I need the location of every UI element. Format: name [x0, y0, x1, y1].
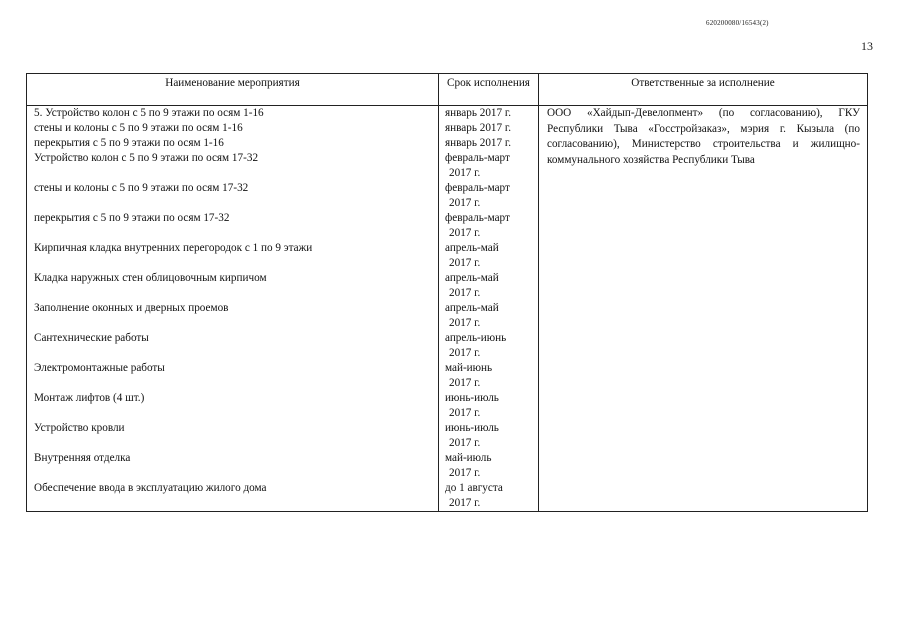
table-body-row [27, 106, 868, 512]
deadline-item [439, 361, 538, 391]
event-item: Сантехнические работы [34, 332, 149, 344]
deadline-line: январь 2017 г. [445, 137, 512, 149]
deadline-item [439, 211, 538, 241]
event-item: перекрытия с 5 по 9 этажи по осям 1-16 [34, 137, 224, 149]
event-item: стены и колоны с 5 по 9 этажи по осям 1-16 [34, 122, 243, 134]
deadline-line: февраль-март [445, 212, 510, 224]
deadline-year: 2017 г. [449, 497, 481, 509]
deadline-item [439, 151, 538, 181]
deadline-item [439, 481, 538, 511]
deadline-line: февраль-март [445, 182, 510, 194]
deadline-item [439, 421, 538, 451]
deadline-year: 2017 г. [449, 377, 481, 389]
deadline-line: май-июнь [445, 362, 493, 374]
deadline-year: 2017 г. [449, 287, 481, 299]
document-code: 620200080/16543(2) [706, 19, 769, 27]
deadline-line: февраль-март [445, 152, 510, 164]
deadline-line: апрель-май [445, 272, 499, 284]
deadline-year: 2017 г. [449, 317, 481, 329]
deadline-item [439, 271, 538, 301]
event-item: Внутренняя отделка [34, 452, 131, 464]
event-item: Заполнение оконных и дверных проемов [34, 302, 229, 314]
event-item: стены и колоны с 5 по 9 этажи по осям 17-32 [34, 182, 249, 194]
deadline-item [439, 241, 538, 271]
event-item: Электромонтажные работы [34, 362, 165, 374]
deadline-year: 2017 г. [449, 467, 481, 479]
event-item: Обеспечение ввода в эксплуатацию жилого дома [34, 482, 267, 494]
deadline-item [439, 331, 538, 361]
deadline-year: 2017 г. [449, 197, 481, 209]
deadline-year: 2017 г. [449, 167, 481, 179]
deadline-year: 2017 г. [449, 257, 481, 269]
header-event-name: Наименование мероприятия [27, 74, 439, 106]
table-header-row [27, 74, 868, 106]
deadline-item [439, 181, 538, 211]
deadline-item [439, 136, 538, 151]
event-item: Кирпичная кладка внутренних перегородок с 1 по 9 этажи [34, 242, 313, 254]
deadline-line: до 1 августа [445, 482, 503, 494]
deadline-year: 2017 г. [449, 227, 481, 239]
event-item: Монтаж лифтов (4 шт.) [34, 392, 145, 404]
deadline-line: июнь-июль [445, 422, 499, 434]
event-item: Устройство кровли [34, 422, 125, 434]
deadline-year: 2017 г. [449, 407, 481, 419]
page-number: 13 [861, 39, 873, 53]
deadline-item [439, 106, 538, 121]
deadline-line: май-июль [445, 452, 492, 464]
events-cell [27, 106, 439, 512]
deadline-line: апрель-май [445, 242, 499, 254]
responsible-cell: ООО «Хайдып-Девелопмент» (по согласованию), ГКУ Республики Тыва «Госстройзаказ», мэрия г. Кызыла (по согласованию), Министерство строительства и жилищно-коммунального хозяйства Республики Тыва [539, 106, 868, 512]
deadline-item [439, 391, 538, 421]
deadline-line: апрель-июнь [445, 332, 507, 344]
event-item: Кладка наружных стен облицовочным кирпичом [34, 272, 267, 284]
event-item: Устройство колон с 5 по 9 этажи по осям 17-32 [34, 152, 259, 164]
deadline-line: апрель-май [445, 302, 499, 314]
header-deadline: Срок исполнения [439, 74, 539, 106]
event-item: перекрытия с 5 по 9 этажи по осям 17-32 [34, 212, 230, 224]
deadlines-cell [439, 106, 539, 512]
header-responsible: Ответственные за исполнение [539, 74, 868, 106]
event-item: 5. Устройство колон с 5 по 9 этажи по осям 1-16 [34, 107, 264, 119]
deadline-line: июнь-июль [445, 392, 499, 404]
deadline-line: январь 2017 г. [445, 107, 512, 119]
deadline-item [439, 301, 538, 331]
deadline-year: 2017 г. [449, 347, 481, 359]
deadline-line: январь 2017 г. [445, 122, 512, 134]
activities-table [26, 73, 868, 512]
deadline-year: 2017 г. [449, 437, 481, 449]
deadline-item [439, 451, 538, 481]
deadline-item [439, 121, 538, 136]
